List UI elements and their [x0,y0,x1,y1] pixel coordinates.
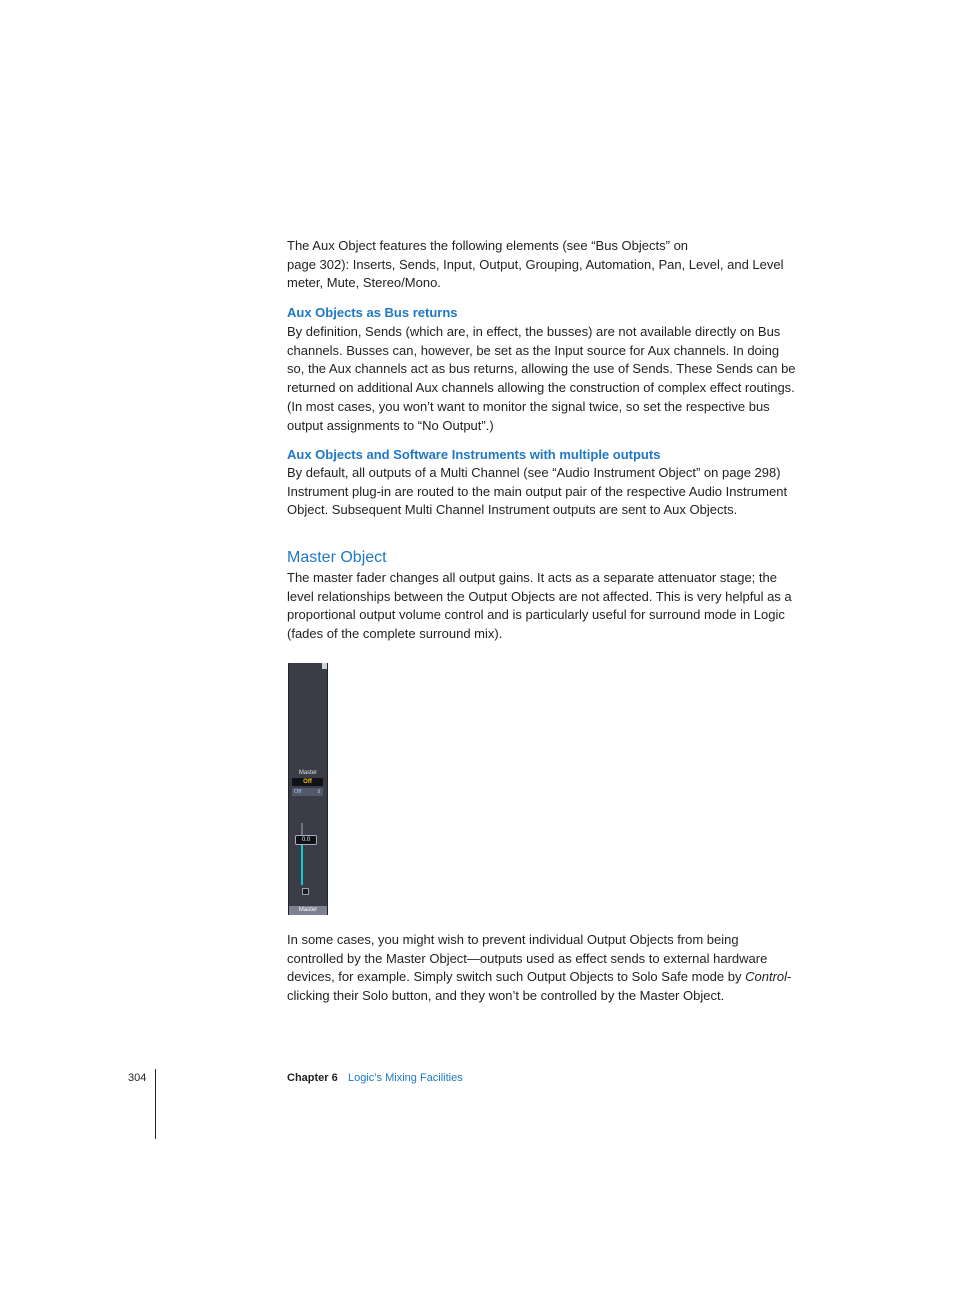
section-body-multi-outputs [287,464,797,520]
up-down-arrow-icon: ⇕ [316,789,321,795]
master-channel-strip-figure [288,663,328,915]
body-text: By definition, Sends (which are, in effect, the busses) are not available directly on Bus channels. Busses can, however, be set as the Input source for Aux channels. In doing so, the Aux channels act as bus returns, allowing the use of Sends. These Sends can be returned on additional Aux channels allowing the construction of complex effect routings. (In most cases, you won’t want to monitor the signal twice, so set the respective bus output assignments to “No Output”.) [287,324,796,433]
page-number: 304 [128,1072,147,1084]
footer-chapter-title: Logic’s Mixing Facilities [348,1072,463,1084]
selector-value: Off [294,789,302,795]
section-heading-bus-returns: Aux Objects as Bus returns [287,305,458,320]
channel-name-label: Master [289,906,327,915]
closing-text-start: In some cases, you might wish to prevent individual Output Objects from being controlled by the Master Object—outputs used as effect sends to external hardware devices, for example. Simply switch such Output Objects to Solo Safe mode by [287,932,768,985]
section-heading-multi-outputs: Aux Objects and Software Instruments with multiple outputs [287,447,661,462]
master-object-heading: Master Object [287,549,387,566]
off-button[interactable]: Off [292,778,323,786]
output-selector[interactable] [292,788,323,796]
footer-divider [155,1069,156,1139]
intro-line-1: The Aux Object features the following elements (see “Bus Objects” on [287,238,689,253]
master-object-body [287,569,797,644]
closing-paragraph [287,931,797,1006]
strip-corner-marker [322,663,327,669]
closing-italic-term: Control [745,969,788,985]
body-text [287,931,797,1006]
closing-text-end: -clicking their Solo button, and they won’t be controlled by the Master Object. [287,969,792,1004]
section-body-bus-returns [287,323,797,435]
intro-paragraph [287,237,797,293]
body-text: The master fader changes all output gains. It acts as a separate attenuator stage; the level relationships between the Output Objects are not affected. This is very helpful as a proportional output volume control and is particularly useful for surround mode in Logic (fades of the complete surround mix). [287,570,792,642]
fader-value-display[interactable]: 0.0 [295,835,317,845]
intro-line-2: page 302): Inserts, Sends, Input, Output, Grouping, Automation, Pan, Level, and Level meter, Mute, Stereo/Mono. [287,256,784,291]
footer-chapter: Chapter 6 [287,1072,338,1084]
strip-top-label: Master [298,770,318,776]
mute-button[interactable] [302,888,309,895]
body-text: By default, all outputs of a Multi Channel (see “Audio Instrument Object” on page 298) Instrument plug-in are routed to the main output pair of the respective Audio Instrument Object. Subsequent Multi Channel Instrument outputs are sent to Aux Objects. [287,465,788,518]
